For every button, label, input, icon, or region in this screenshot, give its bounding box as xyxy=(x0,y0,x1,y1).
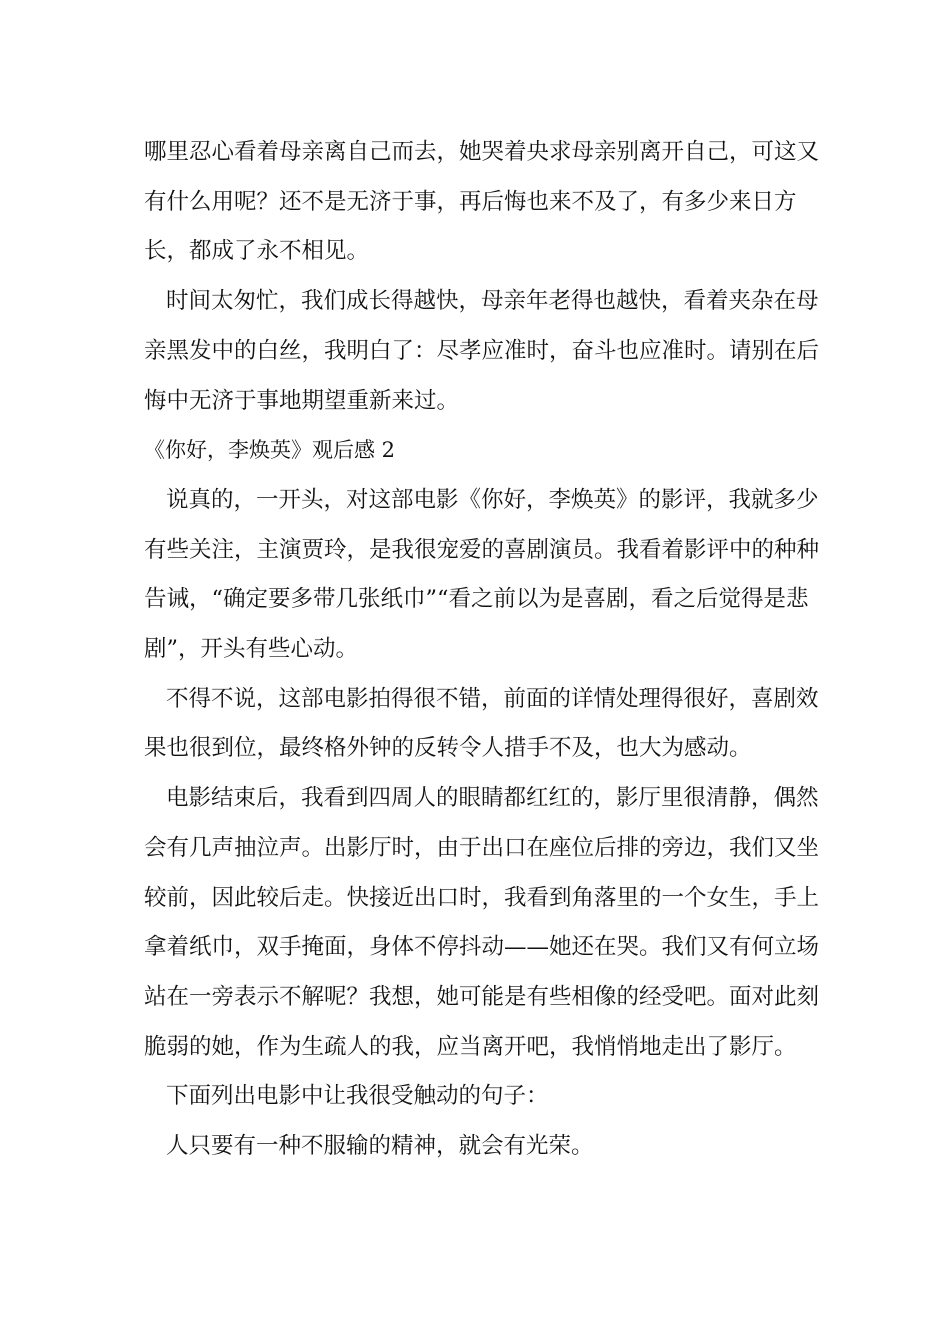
section-title: 《你好，李焕英》观后感 2 xyxy=(144,438,396,463)
paragraph-intro-review: 说真的，一开头，对这部电影《你好，李焕英》的影评，我就多少有些关注，主演贾玲，是我很宠爱的喜剧演员。我看着影评中的种种告诫，“确定要多带几张纸巾”“看之前以为是喜剧，看之后觉得是悲剧”，开头有些心动。 xyxy=(144,486,820,663)
paragraph-movie-quality: 不得不说，这部电影拍得很不错，前面的详情处理得很好，喜剧效果也很到位，最终格外钟的反转令人措手不及，也大为感动。 xyxy=(144,685,819,762)
paragraph-quote-1: 人只要有一种不服输的精神，就会有光荣。 xyxy=(166,1133,594,1160)
paragraph-after-movie: 电影结束后，我看到四周人的眼睛都红红的，影厅里很清静，偶然会有几声抽泣声。出影厅时，由于出口在座位后排的旁边，我们又坐较前，因此较后走。快接近出口时，我看到角落里的一个女生，手上拿着纸巾，双手掩面，身体不停抖动——她还在哭。我们又有何立场站在一旁表示不解呢？我想，她可能是有些相像的经受吧。面对此刻脆弱的她，作为生疏人的我，应当离开吧，我悄悄地走出了影厅。 xyxy=(144,785,820,1060)
document-body xyxy=(144,128,824,1172)
paragraph-continued: 哪里忍心看着母亲离自己而去，她哭着央求母亲别离开自己，可这又有什么用呢？还不是无济于事，再后悔也来不及了，有多少来日方长，都成了永不相见。 xyxy=(144,139,820,265)
paragraph-time-passes: 时间太匆忙，我们成长得越快，母亲年老得也越快，看着夹杂在母亲黑发中的白丝，我明白了：尽孝应准时，奋斗也应准时。请别在后悔中无济于事地期望重新来过。 xyxy=(144,288,820,414)
paragraph-quotes-intro: 下面列出电影中让我很受触动的句子： xyxy=(166,1083,549,1110)
